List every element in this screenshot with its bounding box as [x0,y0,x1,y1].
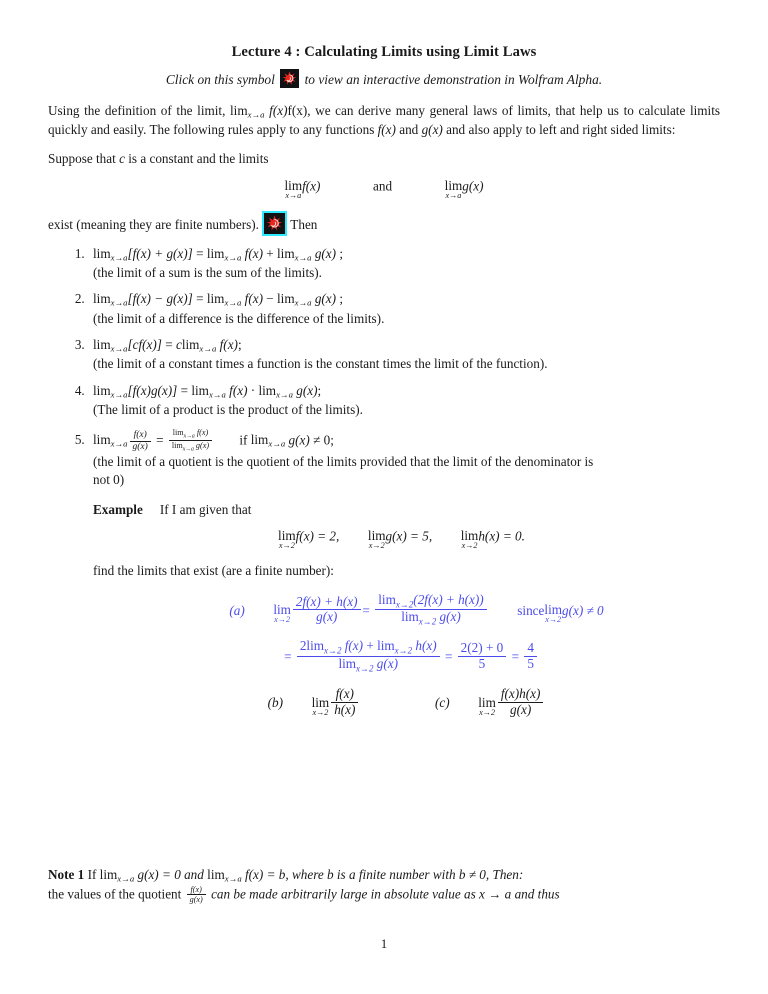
law3-lhs-body: [cf(x)] [127,337,162,353]
law4-r2-lim: $\lim_{x\to a}$ [258,383,293,400]
intro-text-c: and also apply to left and right sided limits: [446,122,676,138]
display-lim-f: lim x→a [284,178,303,201]
part-a-eq4: = [511,648,520,664]
law1-term: ; [339,245,344,261]
given-lim-g: lim x→2 [367,528,386,551]
law2-description: (the limit of a difference is the difference of the limits). [93,310,385,326]
note-1-text-b: g(x) = 0 and [137,867,204,882]
suppose-text-a: Suppose that [48,151,116,167]
law2-term: ; [339,291,344,307]
note-1-lim-f: $\lim_{x\to a}$ [207,867,242,884]
display-gx: g(x) [462,178,484,194]
law2-r2-body: g(x) [314,291,337,307]
law2-op: − [266,291,274,307]
law5-rhs-fraction: $\frac{\lim_{x\to a} f(x)}{\lim_{x\to a} g(x)}$ [169,428,212,453]
exist-text: exist (meaning they are finite numbers). [48,216,259,232]
suppose-paragraph [48,150,720,168]
law5-cond-body: g(x) [288,432,310,448]
note-1-text-d: the values of the quotient [48,886,182,902]
law1-op: + [266,245,274,261]
part-a-label: (a) [229,602,245,618]
part-b-lim: lim x→2 [311,694,330,717]
display-limits-equation [48,179,720,200]
law4-r1-body: f(x) [229,383,248,399]
note-1-fraction: $\frac{f(x)}{g(x)}$ [187,885,206,904]
given-f-body: f(x) = 2, [295,528,340,544]
intro-text-b: f(x), we can derive many general laws of limits, that help us to calculate limits quickly and easily. The following rules apply to any functions [48,103,720,138]
example-heading: Example [93,502,143,518]
part-a-lhs-fraction: $\frac{2f(x) + h(x)}{g(x)}$ [293,595,361,626]
law1-lhs-lim: $\lim_{x\to a}$ [93,245,128,263]
suppose-text-b: is a constant and the limits [128,151,269,167]
law3-r1-body: f(x) [219,337,238,353]
note-1-heading: Note 1 [48,867,85,882]
note-1-section [48,866,724,904]
law5-eq: = [156,432,164,448]
solution-parts-bc [93,687,720,718]
law4-eq: = [180,383,189,399]
wolfram-instruction-line [48,69,720,88]
part-c-label: (c) [435,695,450,711]
limit-law-1 [88,245,720,282]
solution-part-a-line1 [113,593,720,627]
law5-lhs-lim: $\lim_{x\to a}$ [93,432,128,449]
intro-text-a: Using the definition of the limit, lim [48,103,248,118]
page-title: Lecture 4 : Calculating Limits using Limit Laws [231,44,537,60]
law4-term: ; [317,383,322,399]
law4-op: · [250,383,256,399]
wolfram-instruction-suffix: to view an interactive demonstration in Wolfram Alpha. [304,72,603,87]
example-instruction: find the limits that exist (are a finite number): [93,562,334,578]
intro-paragraph [48,102,720,139]
law1-r1-body: f(x) [244,245,263,261]
page-number: 1 [380,936,388,951]
part-a-line2-fraction: $\frac{2\lim_{x\to 2} f(x) + \lim_{x\to 2} h(x)}{\lim_{x\to 2} g(x)}$ [297,639,440,673]
intro-fx-1: f(x) [269,103,288,118]
part-a-rhs-fraction: $\frac{\lim_{x\to 2}(2f(x) + h(x))}{\lim_{x\to 2} g(x)}$ [375,593,486,627]
law5-description-line2: not 0) [93,471,125,487]
law1-r2-body: g(x) [314,245,337,261]
exist-paragraph [48,213,720,234]
law5-cond-neq: ≠ 0; [313,432,334,448]
note-1-text-a: If [87,867,97,882]
part-a-lim: lim x→2 [273,601,291,624]
example-given-equation [83,529,720,550]
limit-laws-list [48,245,720,489]
wolfram-alpha-icon-framed[interactable] [264,213,285,234]
part-a-eq3: = [444,648,453,664]
law2-eq: = [196,291,204,307]
law2-lhs-body: [f(x) − g(x)] [127,291,193,307]
display-fx: f(x) [302,178,321,194]
law4-r1-lim: $\lim_{x\to a}$ [191,383,226,400]
inline-lim-sub-xa: x→a [247,109,265,120]
given-lim-f: lim x→2 [278,528,296,551]
law1-r1-lim: $\lim_{x\to a}$ [206,245,242,263]
note-1-line2 [48,885,724,904]
given-g-body: g(x) = 5, [385,528,433,544]
page-content [48,44,720,730]
solution-part-a-line2 [103,639,720,673]
part-b-fraction: $\frac{f(x)}{h(x)}$ [331,687,358,718]
law1-eq: = [196,245,204,261]
given-lim-h: lim x→2 [460,528,479,551]
constant-c: c [119,151,125,167]
part-a-eq1: = [362,602,370,618]
law3-lhs-lim: $\lim_{x\to a}$ [93,337,128,354]
law3-coefficient: c [175,337,182,353]
note-1-lim-g: $\lim_{x\to a}$ [99,867,135,884]
intro-and: and [399,122,419,138]
law2-r1-lim: $\lim_{x\to a}$ [206,291,242,308]
law4-lhs-lim: $\lim_{x\to a}$ [93,383,128,400]
law1-lhs-body: [f(x) + g(x)] [127,245,193,261]
wolfram-instruction-prefix: Click on this symbol [165,72,275,87]
part-c-fraction: $\frac{f(x)h(x)}{g(x)}$ [498,687,544,718]
note-1-text-c: f(x) = b, where b is a finite number with b ≠ 0, Then: [244,867,524,882]
law1-description: (the limit of a sum is the sum of the limits). [93,264,322,280]
note-1-text-e: can be made arbitrarily large in absolute value as x → a and thus [211,886,560,902]
law2-r2-lim: $\lim_{x\to a}$ [277,291,312,308]
intro-fx-2: f(x) [377,122,396,138]
part-c-lim: lim x→2 [478,694,496,717]
intro-gx: g(x) [421,122,443,138]
example-heading-line [93,502,720,518]
display-and-word: and [373,178,393,194]
part-a-since-lim: lim x→2 [544,601,562,624]
law4-r2-body: g(x) [296,383,318,399]
limit-law-2 [88,290,720,327]
law5-if-word: if [239,432,248,448]
part-a-since-body: g(x) ≠ 0 [562,602,604,618]
wolfram-alpha-icon[interactable] [280,69,299,88]
law2-lhs-lim: $\lim_{x\to a}$ [93,291,128,308]
part-a-result-fraction: $\frac{4}{5}$ [524,641,537,672]
part-a-since-text: since [517,602,545,618]
part-a-value-fraction: $\frac{2(2) + 0}{5}$ [458,641,507,672]
law3-term: ; [237,337,242,353]
then-word: Then [290,216,318,232]
limit-law-4 [88,382,720,419]
example-lead-in: If I am given that [159,502,252,518]
display-lim-g: lim x→a [444,178,463,201]
given-h-body: h(x) = 0. [478,528,525,544]
law5-cond-lim: $\lim_{x\to a}$ [250,432,286,449]
law3-eq: = [165,337,173,353]
law5-lhs-fraction: $\frac{f(x)}{g(x)}$ [130,430,151,452]
law1-r2-lim: $\lim_{x\to a}$ [277,245,312,263]
example-section [93,502,720,718]
limit-law-3 [88,336,720,373]
law3-r1-lim: $\lim_{x\to a}$ [181,337,217,354]
note-1-line1 [48,866,724,885]
part-a-eq2: = [284,648,292,664]
law4-description: (The limit of a product is the product of the limits). [93,402,363,418]
law5-description-line1: (the limit of a quotient is the quotient of the limits provided that the limit of the denominator is [93,453,594,469]
law2-r1-body: f(x) [244,291,263,307]
law3-description: (the limit of a constant times a function is the constant times the limit of the function). [93,356,548,372]
limit-law-5 [88,428,720,488]
part-b-label: (b) [267,695,283,711]
law4-lhs-body: [f(x)g(x)] [127,383,178,399]
